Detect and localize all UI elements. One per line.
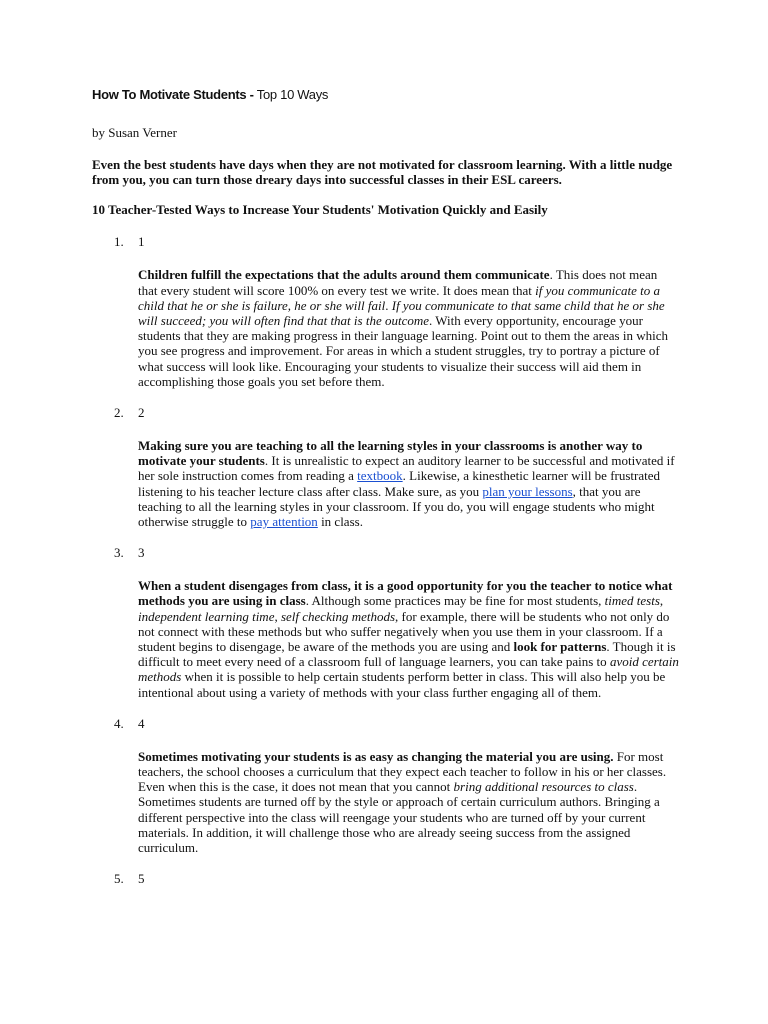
item-lead: Making sure you are teaching to all the learning styles in your classrooms is another way to motivate your students xyxy=(138,438,643,469)
byline: by Susan Verner xyxy=(92,125,177,140)
article-title xyxy=(92,86,680,104)
item-emphasis: self checking methods xyxy=(280,608,396,624)
list-marker: 1. xyxy=(114,234,124,250)
section-heading: 10 Teacher-Tested Ways to Increase Your Students' Motivation Quickly and Easily xyxy=(92,202,548,218)
item-text: For most teachers, the school chooses a curriculum that they expect each teacher to follow in his or her classes. Even when this is the case, it does not mean that you cannot xyxy=(138,748,667,795)
list-item-label: 5 xyxy=(138,871,145,887)
list-item-body-2 xyxy=(138,438,680,529)
list-marker: 5. xyxy=(114,871,124,887)
list-marker: 4. xyxy=(114,715,124,731)
item-text: . Although some practices may be fine for most students, xyxy=(305,593,605,609)
list-item-number-4 xyxy=(114,716,680,732)
list-item-body-4 xyxy=(138,749,680,855)
list-item-body-1 xyxy=(138,267,680,389)
item-text: in class. xyxy=(317,514,363,530)
item-text: . xyxy=(385,297,392,313)
item-text: . Likewise, a kinesthetic learner will be frustrated listening to his teacher lecture class after class. Make sure, as you xyxy=(138,468,661,499)
textbook-link[interactable]: textbook xyxy=(357,468,403,484)
item-lead: Children fulfill the expectations that the adults around them communicate xyxy=(138,267,550,283)
item-text: . This does not mean that every student will score 100% on every test we write. It does mean that xyxy=(138,267,658,298)
item-emphasis: avoid certain methods xyxy=(138,654,679,685)
item-emphasis: if you communicate to a child that he or she is failure, he or she will fail xyxy=(138,282,661,313)
document-page xyxy=(92,86,680,904)
item-text: . Sometimes students are turned off by the style or approach of certain curriculum authors. Bringing a different perspective into the class will reengage your students who are turned off by your current materials. In addition, it will challenge those who are already seeing success from the assigned curriculum. xyxy=(138,779,660,856)
item-text: , xyxy=(659,593,664,609)
list-marker: 3. xyxy=(114,545,124,561)
item-text: , that you are teaching to all the learning styles in your classroom. If you do, you will engage students who might otherwise struggle to xyxy=(138,483,655,530)
item-text: , xyxy=(274,608,281,624)
pay-attention-link[interactable]: pay attention xyxy=(250,514,318,530)
intro-paragraph: Even the best students have days when they are not motivated for classroom learning. With a little nudge from you, you can turn those dreary days into successful classes in their ESL careers. xyxy=(92,157,673,188)
list-item-label: 4 xyxy=(138,715,145,731)
item-emphasis: If you communicate to that same child that he or she will succeed; you will often find that that is the outcome xyxy=(138,297,665,329)
item-strong: look for patterns xyxy=(513,639,607,655)
plan-your-lessons-link[interactable]: plan your lessons xyxy=(482,483,573,499)
item-emphasis: independent learning time xyxy=(138,608,275,624)
item-lead: When a student disengages from class, it is a good opportunity for you the teacher to notice what methods you are using in class xyxy=(138,578,673,609)
item-text: when it is possible to help certain students perform better in class. This will also help you be intentional about using a variety of methods with your class further engaging all of them. xyxy=(138,669,666,700)
list-item-number-1 xyxy=(114,234,680,250)
item-text: . With every opportunity, encourage your students that they are making progress in their language learning. Point out to them the areas in which you see progress and improvement. For areas in which a student struggles, try to portray a picture of what success will look like. Encouraging your students to visualize their success will aid them in accomplishing those goals you set before them. xyxy=(138,313,668,389)
list-item-number-2 xyxy=(114,405,680,421)
item-text: . It is unrealistic to expect an auditory learner to be successful and motivated if her sole instruction comes from reading a xyxy=(138,453,675,484)
article-title-bold: How To Motivate Students - xyxy=(92,87,254,102)
item-text: , for example, there will be students who not only do not connect with these methods but who suffer negatively when you use them in your classroom. If a student begins to disengage, be aware of the methods you are using and xyxy=(138,608,670,655)
list-item-label: 3 xyxy=(138,545,145,561)
item-lead: Sometimes motivating your students is as easy as changing the material you are using. xyxy=(138,748,614,764)
list-item-body-3 xyxy=(138,578,680,700)
list-item-number-3 xyxy=(114,545,680,561)
item-emphasis: timed tests xyxy=(604,593,660,609)
article-title-rest: Top 10 Ways xyxy=(253,87,329,102)
item-emphasis: bring additional resources to class xyxy=(453,779,634,795)
item-text: . Though it is difficult to meet every need of a classroom full of language learners, you can take pains to xyxy=(138,639,676,670)
list-item-label: 1 xyxy=(138,234,145,250)
list-item-label: 2 xyxy=(138,405,145,421)
list-marker: 2. xyxy=(114,405,124,421)
list-item-number-5 xyxy=(114,871,680,887)
